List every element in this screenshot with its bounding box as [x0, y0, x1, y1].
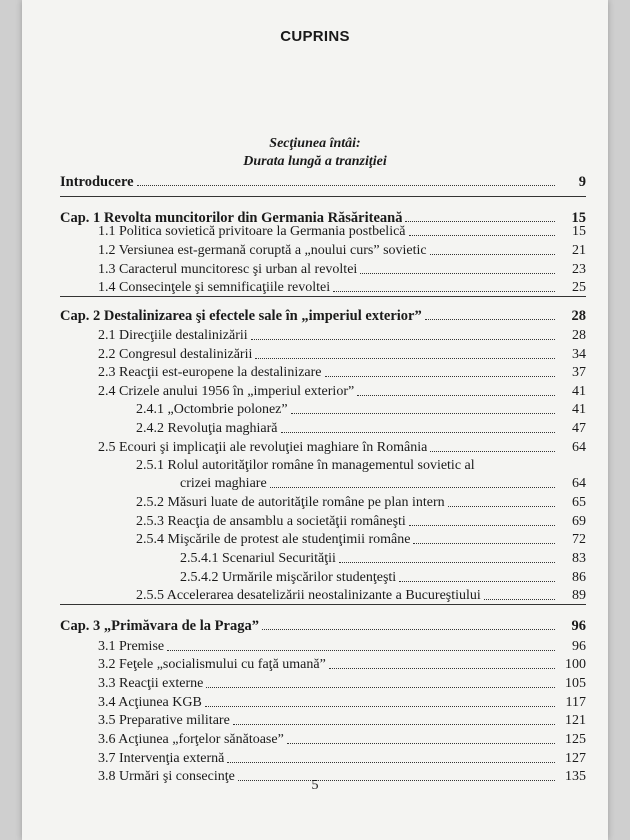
- toc-entry-label: 2.5.5 Accelerarea desatelizării neostalinizante a Bucureştiului: [136, 588, 481, 603]
- page-title: CUPRINS: [280, 28, 350, 45]
- toc-entry: [60, 382, 586, 400]
- toc-entry-label: 2.5 Ecouri şi implicaţii ale revoluţiei maghiare în România: [98, 440, 428, 455]
- toc-leader-dots: [329, 668, 555, 669]
- toc-leader-dots: [291, 413, 555, 414]
- toc-page-number: 117: [565, 695, 586, 710]
- toc-page-number: 135: [565, 769, 586, 784]
- toc-leader-dots: [262, 629, 555, 630]
- toc-leader-dots: [206, 687, 555, 688]
- toc-entry: [60, 637, 586, 655]
- chapter-divider: [60, 604, 586, 605]
- toc-page-number: 23: [572, 262, 586, 277]
- section-subtitle: Durata lungă a tranziţiei: [243, 154, 387, 169]
- page-number: 5: [311, 778, 319, 793]
- toc-leader-dots: [339, 562, 555, 563]
- toc-entry: [60, 730, 586, 748]
- toc-page-number: 96: [572, 639, 586, 654]
- toc-page-number: 127: [565, 751, 586, 766]
- toc-page-number: 64: [572, 476, 586, 491]
- toc-page-number: 21: [572, 243, 586, 258]
- toc-page-number: 28: [571, 308, 586, 324]
- toc-page-number: 125: [565, 732, 586, 747]
- toc-entry-label: 1.4 Consecinţele şi semnificaţiile revoltei: [98, 280, 331, 295]
- toc-leader-dots: [251, 339, 555, 340]
- toc-leader-dots: [270, 487, 555, 488]
- toc-entry: [60, 693, 586, 711]
- book-page: [22, 0, 608, 840]
- chapter-divider: [60, 196, 586, 197]
- toc-leader-dots: [333, 291, 555, 292]
- toc-leader-dots: [409, 525, 555, 526]
- toc-entry-label: 2.5.1 Rolul autorităţilor române în managementul sovietic al: [136, 458, 475, 473]
- toc-entry: [60, 241, 586, 259]
- toc-entry-label: 3.7 Intervenţia externă: [98, 751, 225, 766]
- toc-leader-dots: [430, 254, 555, 255]
- toc-leader-dots: [357, 395, 555, 396]
- toc-entry: [60, 419, 586, 437]
- toc-page-number: 72: [572, 532, 586, 547]
- toc-page-number: 41: [572, 402, 586, 417]
- toc-entry: [60, 512, 586, 530]
- toc-entry-label: 2.1 Direcţiile destalinizării: [98, 328, 248, 343]
- toc-entry-label: 2.4 Crizele anului 1956 în „imperiul exterior”: [98, 384, 355, 399]
- toc-entry-label: 2.2 Congresul destalinizării: [98, 347, 253, 362]
- toc-entry: [60, 474, 586, 492]
- toc-entry-label: 3.1 Premise: [98, 639, 165, 654]
- toc-entry-label: crizei maghiare: [180, 476, 267, 491]
- toc-leader-dots: [409, 235, 555, 236]
- toc-page-number: 89: [572, 588, 586, 603]
- toc-leader-dots: [360, 273, 555, 274]
- toc-entry: [60, 530, 586, 548]
- toc-page-number: 64: [572, 440, 586, 455]
- toc-leader-dots: [448, 506, 555, 507]
- toc-entry-label: 3.2 Feţele „socialismului cu faţă umană”: [98, 657, 326, 672]
- toc-entry-label: 3.6 Acţiunea „forţelor sănătoase”: [98, 732, 284, 747]
- toc-entry: [60, 711, 586, 729]
- toc-leader-dots: [167, 650, 555, 651]
- toc-entry: [60, 400, 586, 418]
- toc-entry-label: 3.3 Reacţii externe: [98, 676, 204, 691]
- chapter-divider: [60, 296, 586, 297]
- toc-leader-dots: [227, 762, 555, 763]
- toc-entry: [60, 655, 586, 673]
- toc-page-number: 34: [572, 347, 586, 362]
- toc-entry: [60, 493, 586, 511]
- toc-page-number: 15: [571, 210, 586, 226]
- toc-entry: [60, 456, 586, 474]
- section-label: Secţiunea întâi:: [269, 136, 361, 151]
- toc-entry-label: 1.2 Versiunea est-germană coruptă a „noului curs” sovietic: [98, 243, 427, 258]
- toc-leader-dots: [425, 319, 555, 320]
- toc-entry: [60, 222, 586, 240]
- toc-entry-label: 2.5.4 Mişcările de protest ale studenţimii române: [136, 532, 411, 547]
- toc-entry-label: 2.4.2 Revoluţia maghiară: [136, 421, 278, 436]
- toc-chapter: [60, 616, 586, 634]
- toc-leader-dots: [484, 599, 555, 600]
- toc-entry: [60, 586, 586, 604]
- toc-entry-label: Introducere: [60, 174, 134, 190]
- toc-leader-dots: [205, 706, 555, 707]
- toc-entry-label: 2.3 Reacţii est-europene la destalinizare: [98, 365, 322, 380]
- toc-page-number: 37: [572, 365, 586, 380]
- toc-entry-label: 2.5.4.1 Scenariul Securităţii: [180, 551, 336, 566]
- toc-entry-label: 3.8 Urmări şi consecinţe: [98, 769, 235, 784]
- toc-page-number: 100: [565, 657, 586, 672]
- toc-page-number: 96: [571, 618, 586, 634]
- toc-entry-label: 2.4.1 „Octombrie polonez”: [136, 402, 288, 417]
- toc-page-number: 25: [572, 280, 586, 295]
- toc-entry: [60, 345, 586, 363]
- toc-leader-dots: [430, 451, 555, 452]
- toc-entry-label: 3.4 Acţiunea KGB: [98, 695, 202, 710]
- toc-leader-dots: [413, 543, 555, 544]
- toc-leader-dots: [255, 358, 555, 359]
- toc-entry-label: Cap. 1 Revolta muncitorilor din Germania Răsăriteană: [60, 210, 403, 226]
- toc-leader-dots: [137, 185, 555, 186]
- toc-entry: [60, 260, 586, 278]
- toc-leader-dots: [287, 743, 555, 744]
- toc-page-number: 65: [572, 495, 586, 510]
- toc-entry: [60, 278, 586, 296]
- toc-page-number: 86: [572, 570, 586, 585]
- toc-entry: [60, 438, 586, 456]
- toc-page-number: 15: [572, 224, 586, 239]
- toc-page-number: 28: [572, 328, 586, 343]
- toc-entry: [60, 674, 586, 692]
- toc-page-number: 83: [572, 551, 586, 566]
- toc-page-number: 69: [572, 514, 586, 529]
- toc-page-number: 9: [578, 174, 586, 190]
- toc-chapter: [60, 306, 586, 324]
- toc-leader-dots: [233, 724, 555, 725]
- toc-entry: [60, 326, 586, 344]
- toc-entry-label: 2.5.3 Reacţia de ansamblu a societăţii româneşti: [136, 514, 406, 529]
- toc-entry-label: 2.5.4.2 Urmările mişcărilor studenţeşti: [180, 570, 397, 585]
- toc-page-number: 105: [565, 676, 586, 691]
- toc-page-number: 121: [565, 713, 586, 728]
- toc-entry: [60, 568, 586, 586]
- toc-page-number: 47: [572, 421, 586, 436]
- toc-entry: [60, 749, 586, 767]
- toc-leader-dots: [399, 581, 555, 582]
- toc-entry-label: 1.3 Caracterul muncitoresc şi urban al revoltei: [98, 262, 358, 277]
- toc-entry-label: 3.5 Preparative militare: [98, 713, 230, 728]
- toc-entry-label: 2.5.2 Măsuri luate de autorităţile române pe plan intern: [136, 495, 445, 510]
- toc-leader-dots: [325, 376, 555, 377]
- toc-chapter: [60, 172, 586, 190]
- toc-entry-label: Cap. 2 Destalinizarea şi efectele sale în „imperiul exterior”: [60, 308, 422, 324]
- toc-page-number: 41: [572, 384, 586, 399]
- toc-leader-dots: [281, 432, 555, 433]
- toc-entry: [60, 549, 586, 567]
- toc-entry-label: 1.1 Politica sovietică privitoare la Germania postbelică: [98, 224, 406, 239]
- toc-entry-label: Cap. 3 „Primăvara de la Praga”: [60, 618, 259, 634]
- toc-entry: [60, 363, 586, 381]
